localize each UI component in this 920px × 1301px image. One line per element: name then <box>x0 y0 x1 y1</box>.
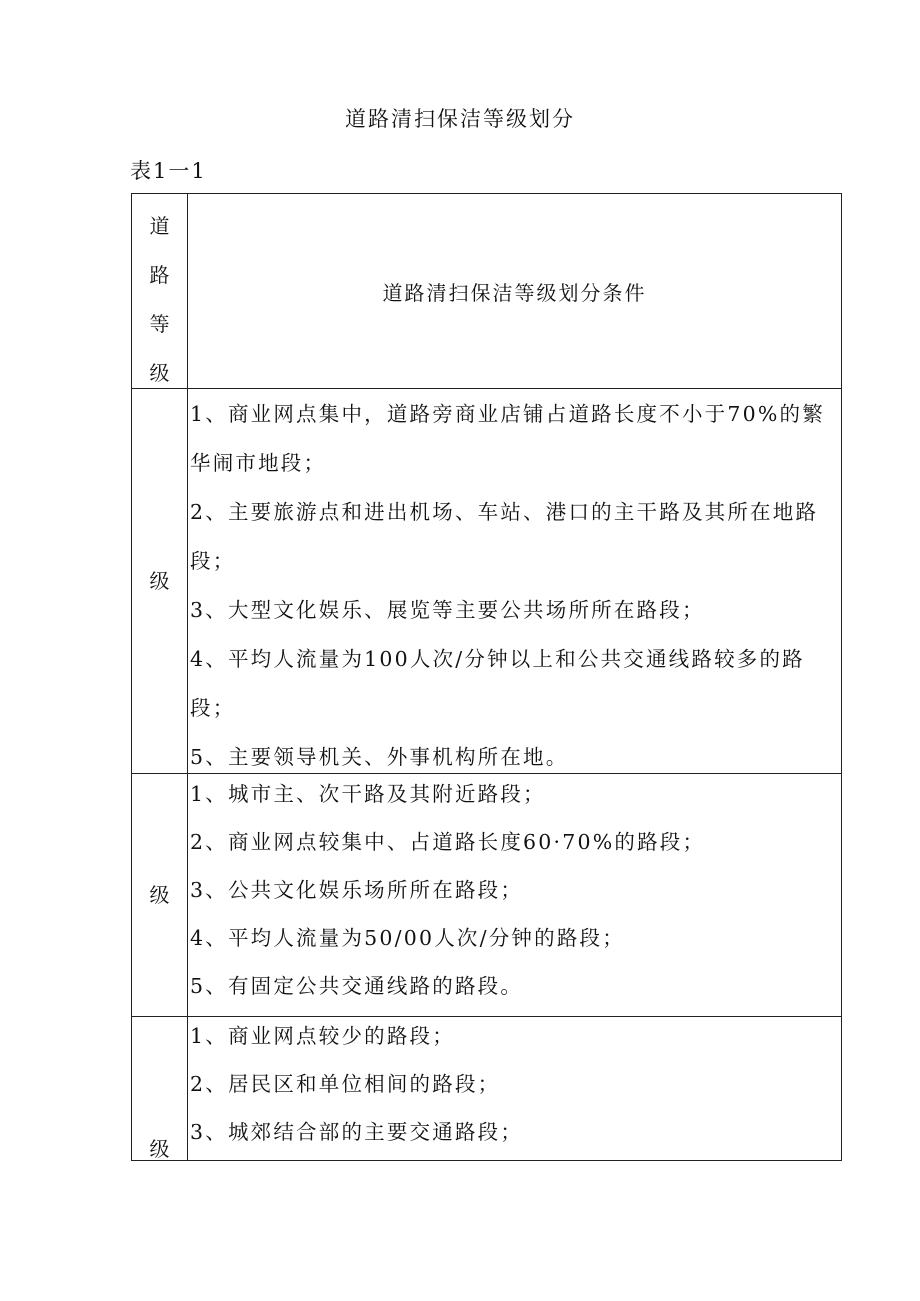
grading-table <box>131 193 842 1161</box>
condition-line: 段； <box>190 696 236 720</box>
document-title: 道路清扫保洁等级划分 <box>345 107 575 131</box>
level-label: 级 <box>149 1137 170 1161</box>
level-cell <box>132 774 187 1016</box>
condition-line: 段； <box>190 549 236 573</box>
condition-line: 2、居民区和单位相间的路段； <box>190 1072 501 1096</box>
condition-line: 5、主要领导机关、外事机构所在地。 <box>190 745 569 769</box>
condition-line: 3、大型文化娱乐、展览等主要公共场所所在路段； <box>190 598 705 622</box>
level-label: 级 <box>149 569 170 593</box>
level-cell <box>132 1017 187 1161</box>
header-level-cell <box>132 194 187 396</box>
header-condition-cell <box>188 194 841 388</box>
condition-line: 1、商业网点较少的路段； <box>190 1024 455 1048</box>
header-level-char: 等 <box>149 312 170 336</box>
condition-cell <box>188 389 841 783</box>
level-label: 级 <box>149 883 170 907</box>
header-level-char: 路 <box>149 263 170 287</box>
condition-line: 4、平均人流量为100人次/分钟以上和公共交通线路较多的路 <box>190 647 805 671</box>
condition-line: 1、城市主、次干路及其附近路段； <box>190 782 546 806</box>
condition-line: 华闹市地段； <box>190 451 327 475</box>
header-condition-label: 道路清扫保洁等级划分条件 <box>382 280 647 305</box>
condition-line: 1、商业网点集中，道路旁商业店铺占道路长度不小于70%的繁 <box>190 402 825 426</box>
condition-line: 2、主要旅游点和进出机场、车站、港口的主干路及其所在地路 <box>190 500 819 524</box>
condition-line: 3、城郊结合部的主要交通路段； <box>190 1120 524 1144</box>
condition-cell <box>188 774 841 1021</box>
condition-line: 2、商业网点较集中、占道路长度60·70%的路段； <box>190 830 706 854</box>
condition-cell <box>188 1017 841 1165</box>
condition-line: 5、有固定公共交通线路的路段。 <box>190 974 524 998</box>
condition-line: 4、平均人流量为50/00人次/分钟的路段； <box>190 926 625 950</box>
header-level-char: 道 <box>149 214 170 238</box>
condition-line: 3、公共文化娱乐场所所在路段； <box>190 878 524 902</box>
header-level-char: 级 <box>149 361 170 385</box>
table-caption: 表1一1 <box>130 159 207 183</box>
level-cell <box>132 389 187 773</box>
